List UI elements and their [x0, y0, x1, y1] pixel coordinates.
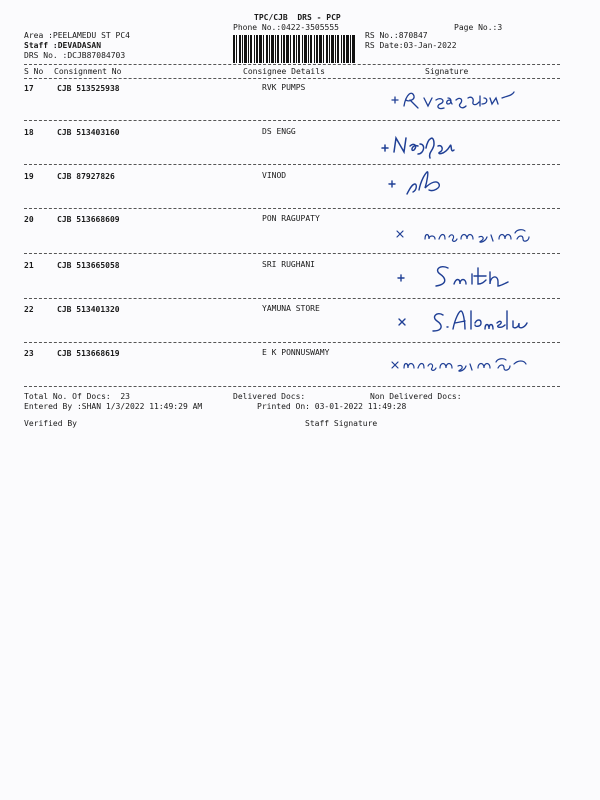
row-sno: 17 [24, 84, 34, 93]
row-consignment: CJB 513403160 [57, 128, 120, 137]
signature-image [378, 128, 488, 162]
col-header-consignee: Consignee Details [243, 67, 325, 76]
non-delivered-docs: Non Delivered Docs: [370, 392, 462, 401]
col-header-consignment: Consignment No [54, 67, 122, 76]
rs-date: RS Date:03-Jan-2022 [365, 41, 457, 50]
row-sno: 18 [24, 128, 34, 137]
row-sno: 19 [24, 172, 34, 181]
row-consignee: E K PONNUSWAMY [262, 348, 330, 357]
row-consignment: CJB 513668619 [57, 349, 120, 358]
row-consignee: YAMUNA STORE [262, 304, 320, 313]
col-header-signature: Signature [425, 67, 469, 76]
row-consignment: CJB 513401320 [57, 305, 120, 314]
drs-number: DRS No. :DCJB87084703 [24, 51, 126, 60]
signature-image [390, 86, 550, 114]
divider [24, 253, 560, 254]
row-consignee: SRI RUGHANI [262, 260, 315, 269]
verified-by: Verified By [24, 419, 77, 428]
staff-signature: Staff Signature [305, 419, 378, 428]
row-consignment: CJB 513665058 [57, 261, 120, 270]
divider [24, 208, 560, 209]
signature-image [392, 262, 532, 292]
entered-by: Entered By :SHAN 1/3/2022 11:49:29 AM [24, 402, 203, 411]
rs-number: RS No.:870847 [365, 31, 428, 40]
divider [24, 342, 560, 343]
signature-image [395, 223, 555, 247]
signature-image [390, 352, 550, 376]
printed-on: Printed On: 03-01-2022 11:49:28 [257, 402, 407, 411]
divider [24, 78, 560, 79]
signature-image [385, 166, 475, 202]
row-sno: 20 [24, 215, 34, 224]
signature-image [395, 305, 545, 339]
col-header-sno: S No [24, 67, 44, 76]
row-consignee: DS ENGG [262, 127, 296, 136]
page-number: Page No.:3 [454, 23, 503, 32]
row-consignee: RVK PUMPS [262, 83, 306, 92]
phone-number: Phone No.:0422-3505555 [233, 23, 339, 32]
area-field: Area :PEELAMEDU ST PC4 [24, 31, 130, 40]
row-consignee: PON RAGUPATY [262, 214, 320, 223]
row-sno: 21 [24, 261, 34, 270]
row-sno: 22 [24, 305, 34, 314]
divider [24, 386, 560, 387]
row-consignment: CJB 513668609 [57, 215, 120, 224]
row-sno: 23 [24, 349, 34, 358]
total-docs: Total No. Of Docs: 23 [24, 392, 130, 401]
delivered-docs: Delivered Docs: [233, 392, 306, 401]
row-consignee: VINOD [262, 171, 287, 180]
row-consignment: CJB 87927826 [57, 172, 115, 181]
document-title: TPC/CJB DRS - PCP [254, 13, 341, 22]
barcode [233, 35, 355, 63]
divider [24, 164, 560, 165]
divider [24, 298, 560, 299]
staff-field: Staff :DEVADASAN [24, 41, 102, 50]
divider [24, 64, 560, 65]
divider [24, 120, 560, 121]
row-consignment: CJB 513525938 [57, 84, 120, 93]
